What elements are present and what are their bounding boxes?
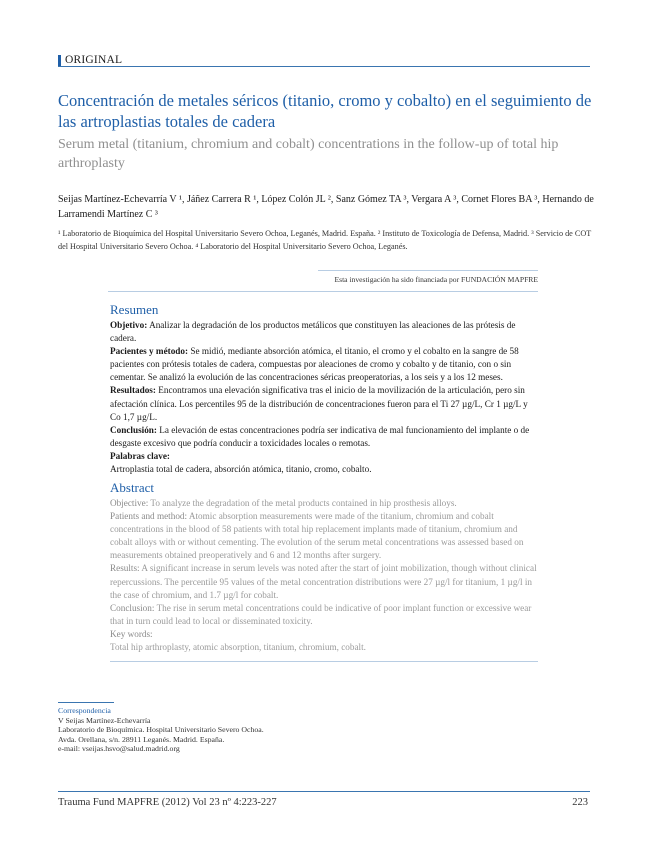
correspondence-block [58, 706, 264, 754]
resumen-resultados-label: Resultados: [110, 385, 156, 396]
abstract-section [110, 480, 540, 654]
abstract-method [110, 510, 540, 562]
resumen-keywords: Artroplastia total de cadera, absorción atómica, titanio, cromo, cobalto. [110, 464, 372, 475]
correspondence-title: Correspondencia [58, 706, 111, 715]
section-tag [58, 54, 122, 66]
abstract-conclusion [110, 602, 540, 628]
abstract-keywords: Total hip arthroplasty, atomic absorption, titanium, chromium, cobalt. [110, 642, 366, 653]
article-title-english: Serum metal (titanium, chromium and cobalt) concentrations in the follow-up of total hip arthroplasty [58, 137, 559, 171]
correspondence-email[interactable]: e-mail: vseijas.hsvo@salud.madrid.org [58, 744, 180, 754]
resumen-resultados-text: Encontramos una elevación significativa tras el inicio de la movilización de la articulación, pero sin afectación clínica. Los percentiles 95 de la distribución de concentraciones fueron para el Ti 27 µg/L, Cr 1 µg/L y Co 1,7 µg/L. [110, 385, 528, 422]
funding-rule-bottom [108, 291, 538, 292]
abstract-keywords-label-row [110, 628, 540, 641]
affiliations: ¹ Laboratorio de Bioquímica del Hospital Universitario Severo Ochoa, Leganés, Madrid. España. ² Instituto de Toxicología de Defensa, Madrid. ³ Servicio de COT del Hospital Universitario Severo Ochoa. ⁴ Laboratorio del Hospital Universitario Severo Ochoa, Leganés. [58, 229, 592, 251]
resumen-conclusion-label: Conclusión: [110, 424, 157, 435]
header-rule [58, 66, 590, 67]
author-list: Seijas Martínez-Echevarría V ¹, Jáñez Carrera R ¹, López Colón JL ², Sanz Gómez TA ³, Vergara A ³, Cornet Flores BA ³, Hernando de Larramendi Martínez C ³ [58, 194, 594, 220]
correspondence-address-line2: Avda. Orellana, s/n. 28911 Leganés. Madrid. España. [58, 734, 225, 744]
abstract-end-rule [110, 661, 538, 662]
abstract-results [110, 562, 540, 601]
abstract-results-text: A significant increase in serum levels was noted after the start of joint mobilization, though without clinical repercussions. The percentile 95 values of the metal concentration distributions were 27 µg/l for titanium, 1 µg/l in the case of chromium, and 1.7 µg/l for cobalt. [110, 563, 537, 600]
journal-citation: Trauma Fund MAPFRE (2012) Vol 23 nº 4:223-227 [58, 797, 277, 808]
correspondence-address-line1: Laboratorio de Bioquímica. Hospital Universitario Severo Ochoa. [58, 725, 264, 735]
abstract-results-label: Results: [110, 563, 140, 574]
abstract-conclusion-text: The rise in serum metal concentrations could be indicative of poor implant function or excessive wear that in turn could lead to local or disseminated toxicity. [110, 602, 532, 626]
resumen-resultados [110, 384, 540, 423]
funding-note: Esta investigación ha sido financiada por FUNDACIÓN MAPFRE [334, 275, 538, 284]
resumen-objetivo-text: Analizar la degradación de los productos metálicos que constituyen las aleaciones de las prótesis de cadera. [110, 320, 516, 344]
footer-rule [58, 791, 590, 792]
abstract-keywords-label: Key words: [110, 628, 153, 639]
article-title-spanish: Concentración de metales séricos (titanio, cromo y cobalto) en el seguimiento de las artroplastias totales de cadera [58, 91, 592, 131]
page-number: 223 [572, 797, 588, 808]
correspondence-name: V Seijas Martínez-Echevarría [58, 715, 151, 725]
section-marker-icon [58, 55, 61, 66]
resumen-conclusion [110, 424, 540, 450]
abstract-method-text: Atomic absorption measurements were made of the titanium, chromium and cobalt concentrations in the blood of 58 patients with total hip replacement implants made of titanium, chromium and cobalt alloys with or without cementing. The evolution of the serum metal concentrations was assessed based on measurements obtained preoperatively and 6 and 12 months after surgery. [110, 511, 524, 561]
abstract-method-label: Patients and method: [110, 511, 188, 522]
abstract-objective [110, 497, 540, 510]
abstract-heading: Abstract [110, 480, 155, 495]
resumen-section [110, 302, 540, 476]
abstract-objective-text: To analyze the degradation of the metal products contained in hip prosthesis alloys. [150, 498, 457, 508]
resumen-heading: Resumen [110, 302, 159, 317]
resumen-objetivo-label: Objetivo: [110, 320, 148, 330]
resumen-keywords-label-row [110, 450, 540, 463]
funding-rule [318, 270, 538, 271]
resumen-metodo-label: Pacientes y método: [110, 346, 189, 357]
resumen-metodo-text: Se midió, mediante absorción atómica, el titanio, el cromo y el cobalto en la sangre de 58 pacientes con prótesis totales de cadera, compuestas por aleaciones de cromo y cobalto y de titanio, con o sin cementar. Se analizó la evolución de las concentraciones séricas preoperatorias, a los seis y a los 12 meses. [110, 346, 519, 383]
resumen-conclusion-text: La elevación de estas concentraciones podría ser indicativa de mal funcionamiento del implante o de desgaste excesivo que podría conducir a toxicidades locales o remotas. [110, 424, 530, 448]
resumen-objetivo [110, 319, 540, 345]
resumen-metodo [110, 345, 540, 384]
section-label: ORIGINAL [65, 54, 123, 66]
resumen-keywords-label: Palabras clave: [110, 450, 170, 461]
correspondence-rule [58, 702, 114, 703]
abstract-objective-label: Objective: [110, 498, 149, 508]
abstract-conclusion-label: Conclusion: [110, 602, 155, 613]
